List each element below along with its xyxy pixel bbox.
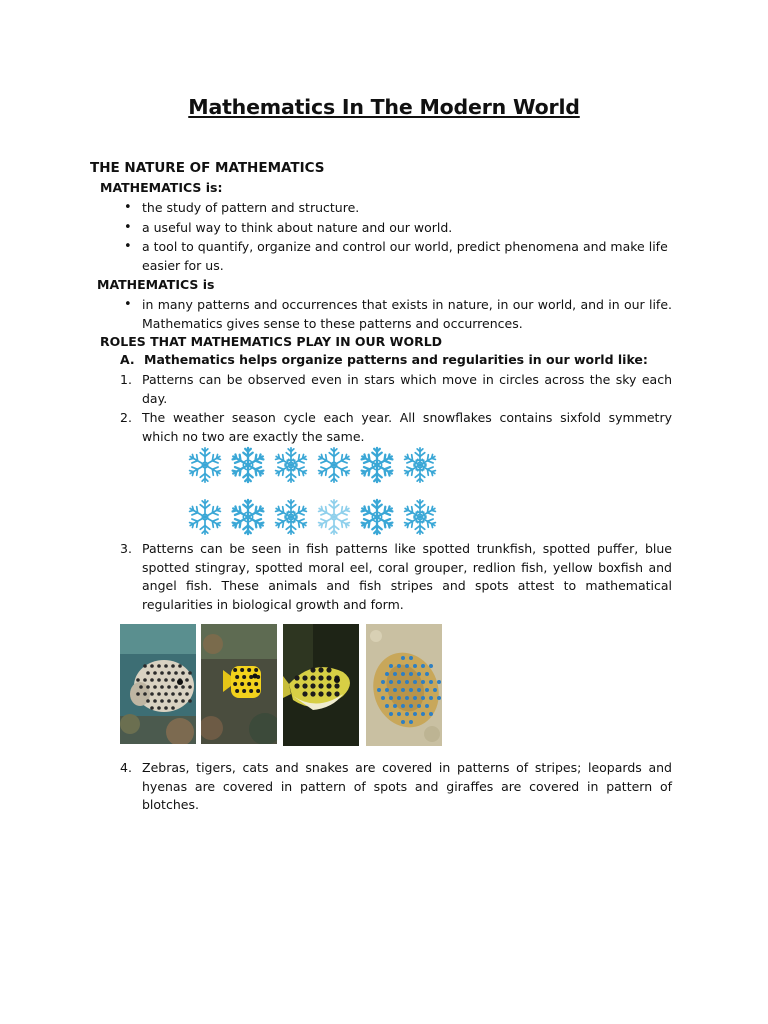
- section-heading-roles: ROLES THAT MATHEMATICS PLAY IN OUR WORLD: [100, 334, 443, 349]
- list-item-text: Patterns can be observed even in stars which move in circles across the sky each day.: [142, 372, 672, 406]
- bullet-list-occurrences: [142, 296, 672, 333]
- snowflake-icon: [401, 496, 439, 538]
- list-item: [120, 759, 672, 815]
- list-item: • the study of pattern and structure.: [142, 199, 672, 218]
- list-item: • in many patterns and occurrences that exists in nature, in our world, and in our life. Mathematics gives sense to these patterns and occurrences.: [142, 296, 672, 333]
- snowflake-icon: [186, 496, 224, 538]
- yellow-boxfish-image: [201, 624, 277, 744]
- subheading-a: [120, 352, 648, 367]
- section-heading-nature: THE NATURE OF MATHEMATICS: [90, 160, 325, 176]
- list-item: [120, 409, 672, 446]
- spotted-puffer-image: [283, 624, 359, 746]
- subheading-a-text: Mathematics helps organize patterns and regularities in our world like:: [144, 352, 648, 367]
- list-item-text: Zebras, tigers, cats and snakes are covered in patterns of stripes; leopards and hyenas are covered in pattern of spots and giraffes are covered in pattern of blotches.: [142, 760, 672, 812]
- page-title: Mathematics In The Modern World: [188, 95, 580, 119]
- bullet-list-definitions: [142, 199, 672, 275]
- blue-spotted-stingray-image: [366, 624, 442, 746]
- subheading-mathematics-is-2: MATHEMATICS is: [97, 277, 215, 292]
- spotted-trunkfish-image: [120, 624, 196, 744]
- list-item-text: Patterns can be seen in fish patterns like spotted trunkfish, spotted puffer, blue spotted stingray, spotted moral eel, coral grouper, redlion fish, yellow boxfish and angel fish. These animals and fish stripes and spots attest to mathematical regularities in biological growth and form.: [142, 541, 672, 612]
- subheading-mathematics-is: MATHEMATICS is:: [100, 180, 223, 195]
- numbered-list-part3: [120, 759, 672, 815]
- numbered-list-part2: [120, 540, 672, 614]
- list-number: 1.: [120, 372, 132, 387]
- list-marker: A.: [120, 352, 135, 367]
- snowflake-icon: [315, 444, 353, 486]
- list-number: 2.: [120, 410, 132, 425]
- list-item: [120, 540, 672, 614]
- snowflake-icon: [272, 444, 310, 486]
- list-item-text: The weather season cycle each year. All snowflakes contains sixfold symmetry which no two are exactly the same.: [142, 410, 672, 444]
- snowflake-icon: [229, 444, 267, 486]
- numbered-list-part1: [120, 371, 672, 446]
- snowflake-icon: [358, 496, 396, 538]
- snowflake-icon: [358, 444, 396, 486]
- list-item: [120, 371, 672, 408]
- snowflake-icon: [272, 496, 310, 538]
- snowflake-icon: [315, 496, 353, 538]
- list-number: 4.: [120, 760, 132, 775]
- list-item: • a useful way to think about nature and our world.: [142, 219, 672, 238]
- snowflakes-image: [186, 444, 442, 540]
- list-item: • a tool to quantify, organize and control our world, predict phenomena and make life easier for us.: [142, 238, 672, 275]
- snowflake-icon: [401, 444, 439, 486]
- list-number: 3.: [120, 541, 132, 556]
- snowflake-icon: [186, 444, 224, 486]
- snowflake-icon: [229, 496, 267, 538]
